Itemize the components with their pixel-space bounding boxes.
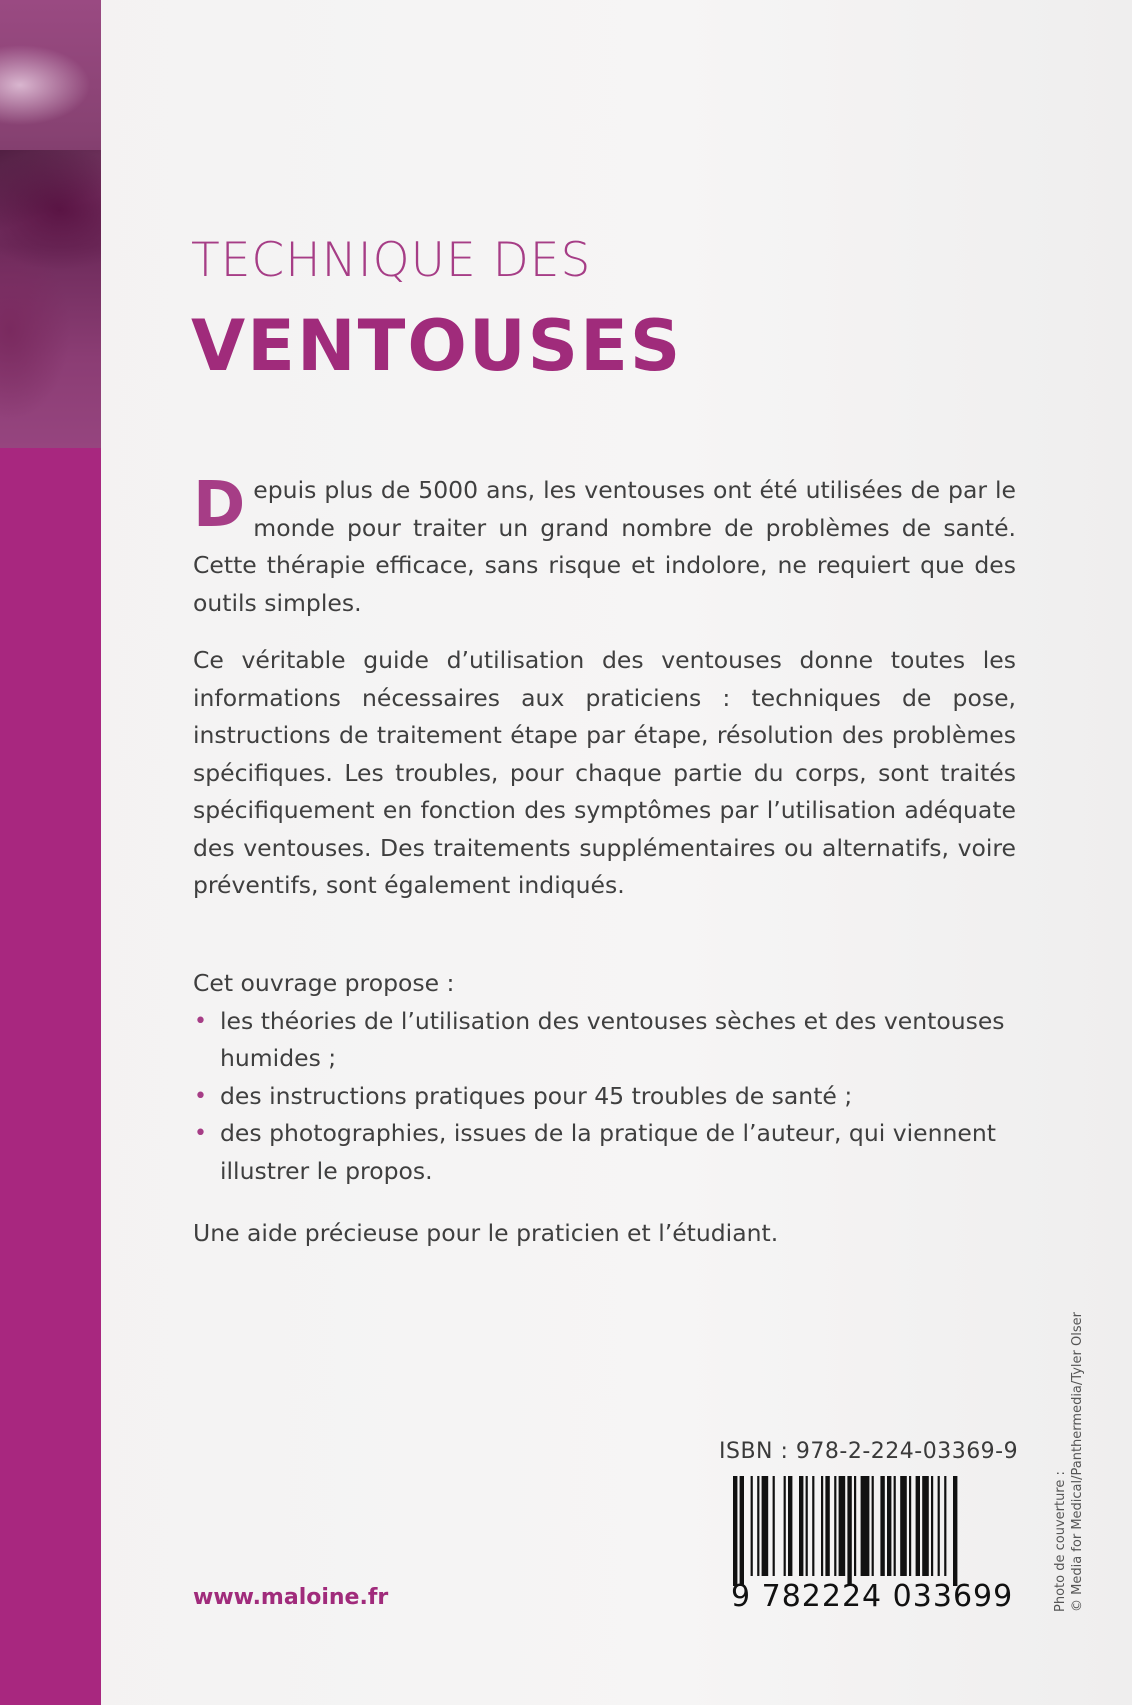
bullet-icon: • (194, 1008, 207, 1034)
description-paragraph: Ce véritable guide d’utilisation des ventouses donne toutes les informations nécessaires aux praticiens : techniques de pose, instructions de traitement étape par étape, résolution des problèmes spécifiques. Les troubles, pour chaque partie du corps, sont traités spécifiquement en fonction des symptômes par l’utilisation adéquate des ventouses. Des traitements supplémentaires ou alternatifs, voire préventifs, sont également indiqués. (193, 646, 1016, 899)
drop-cap: D (193, 468, 246, 541)
photo-credit-line-1: Photo de couverture : (1053, 1471, 1068, 1612)
closing-sentence: Une aide précieuse pour le praticien et l’étudiant. (193, 1219, 779, 1247)
list-item: • des instructions pratiques pour 45 troubles de santé ; (193, 1078, 1016, 1116)
intro-text: epuis plus de 5000 ans, les ventouses ont été utilisées de par le monde pour traiter un grand nombre de problèmes de santé. Cette thérapie efficace, sans risque et indolore, ne requiert que des outils simples. (193, 476, 1016, 617)
contents-list-block (193, 965, 1016, 1190)
bullet-icon: • (194, 1083, 207, 1109)
photo-credit (1052, 1312, 1086, 1612)
bullet-icon: • (194, 1121, 207, 1146)
bullet-list (193, 1003, 1016, 1191)
cover-photo-fragment (0, 0, 101, 448)
barcode-digits: 9 782224 033699 (731, 1579, 1014, 1614)
title-line-2: VENTOUSES (191, 305, 683, 387)
publisher-website-link[interactable]: www.maloine.fr (193, 1585, 389, 1610)
intro-paragraph (193, 468, 1016, 622)
ean13-barcode-icon (733, 1476, 1003, 1586)
magenta-side-strip (0, 0, 101, 1705)
list-item: • des photographies, issues de la pratique de l’auteur, qui viennent illustrer le propos. (193, 1115, 1016, 1190)
list-intro: Cet ouvrage propose : (193, 969, 455, 997)
title-line-1: TECHNIQUE DES (191, 233, 592, 288)
list-item: • les théories de l’utilisation des ventouses sèches et des ventouses humides ; (193, 1003, 1016, 1078)
photo-credit-line-2: © Media for Medical/Panthermedia/Tyler Olser (1070, 1312, 1085, 1612)
isbn-label: ISBN : 978-2-224-03369-9 (719, 1439, 1019, 1464)
